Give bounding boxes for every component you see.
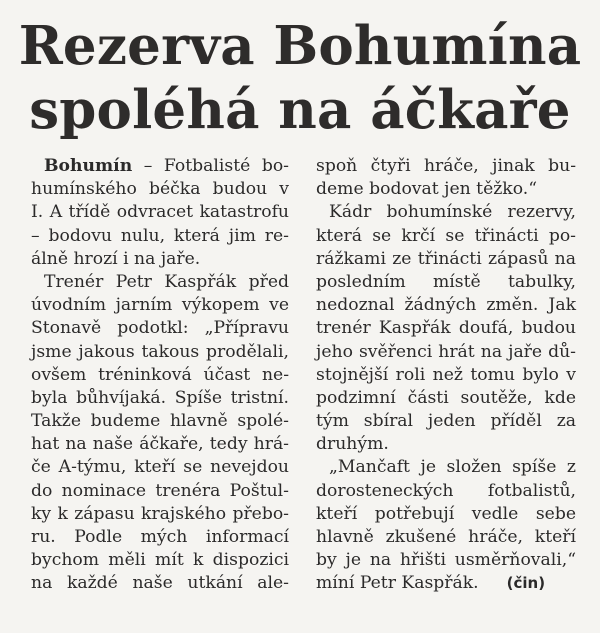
- body-line: bychom měli mít k dispozici: [31, 550, 289, 571]
- body-line: rážkami ze třinácti zápasů na: [316, 248, 576, 269]
- body-line: jsme jakous takous prodělali,: [31, 341, 289, 362]
- body-line: úvodním jarním výkopem ve: [31, 295, 289, 316]
- body-line: podzimní části soutěže, kde: [316, 387, 576, 408]
- body-line: Trenér Petr Kaspřák před: [44, 271, 289, 292]
- column-right: [316, 155, 576, 596]
- body-line: trenér Kaspřák doufá, budou: [316, 318, 576, 339]
- body-line: Takže budeme hlavně spolé-: [31, 411, 289, 432]
- body-line: če A-týmu, kteří se nevejdou: [31, 457, 289, 478]
- body-line: dorosteneckých fotbalistů,: [316, 480, 576, 501]
- headline-line-2: spoléhá na áčkaře: [29, 79, 571, 141]
- body-line: hlavně zkušené hráče, kteří: [316, 527, 576, 547]
- body-line: tým sbíral jeden příděl za: [316, 411, 576, 432]
- body-line: do nominace trenéra Poštul-: [31, 480, 289, 501]
- body-line: álně hrozí i na jaře.: [31, 248, 201, 269]
- body-line: by je na hřišti usměrňovali,“: [316, 550, 576, 571]
- body-line: Stonavě podotkl: „Přípravu: [31, 318, 289, 339]
- body-line: deme bodovat jen těžko.“: [316, 179, 538, 200]
- body-line: na každé naše utkání ale-: [31, 573, 289, 594]
- body-line: hat na naše áčkaře, tedy hrá-: [31, 434, 289, 455]
- body-line-text: míní Petr Kaspřák.: [316, 573, 479, 594]
- body-line: která se krčí se třinácti po-: [316, 225, 576, 246]
- body-line: [31, 155, 289, 178]
- body-line: byla bůhvíjaká. Spíše tristní.: [31, 387, 289, 408]
- body-line: ky k zápasu krajského přebo-: [31, 503, 289, 524]
- body-line: ovšem tréninková účast ne-: [31, 364, 289, 385]
- article-body: [31, 155, 586, 625]
- body-line: „Mančaft je složen spíše z: [329, 457, 576, 478]
- body-line: ru. Podle mých informací: [31, 527, 289, 547]
- body-line: posledním místě tabulky,: [316, 271, 576, 292]
- body-line-final: [316, 572, 576, 595]
- body-line: I. A třídě odvracet katastrofu: [31, 202, 289, 223]
- body-line: jeho svěřenci hrát na jaře dů-: [316, 341, 576, 362]
- body-line: nedoznal žádných změn. Jak: [316, 295, 576, 316]
- column-left: [31, 155, 289, 596]
- body-line: – bodovu nulu, která jim re-: [31, 225, 289, 246]
- headline-line-1: Rezerva Bohumína: [18, 15, 582, 77]
- headline: [0, 14, 600, 142]
- dateline: Bohumín: [44, 156, 133, 176]
- body-line-text: – Fotbalisté bo-: [132, 156, 289, 176]
- body-line: humínského béčka budou v: [31, 179, 289, 200]
- author-signature: (čin): [506, 574, 546, 593]
- body-line: druhým.: [316, 434, 389, 455]
- body-line: stojnější roli než tomu bylo v: [316, 364, 576, 385]
- body-line: Kádr bohumínské rezervy,: [329, 202, 576, 223]
- body-line: kteří potřebují vedle sebe: [316, 503, 576, 524]
- body-line: spoň čtyři hráče, jinak bu-: [316, 156, 576, 176]
